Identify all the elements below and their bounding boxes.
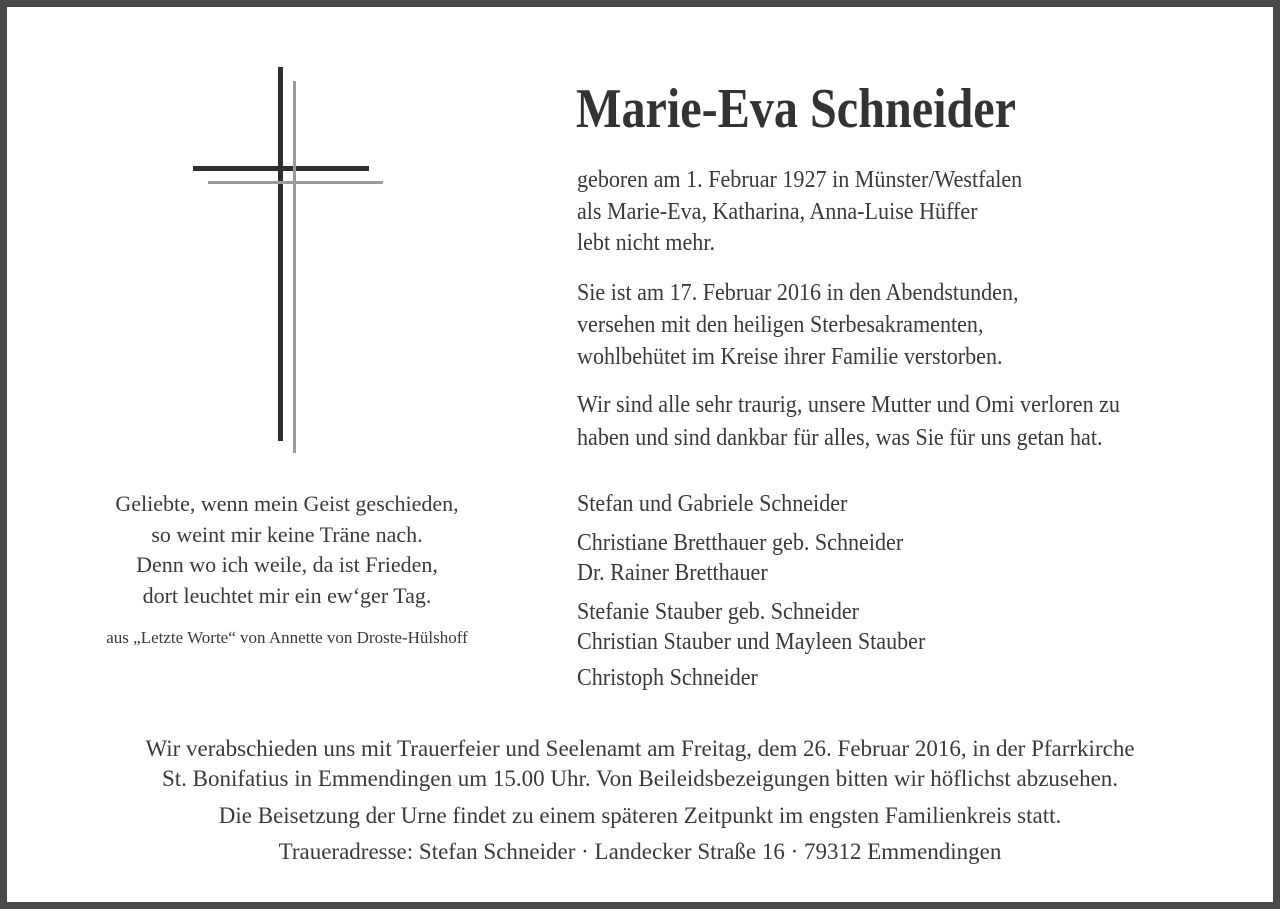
poem-attribution: aus „Letzte Worte“ von Annette von Droste-Hülshoff bbox=[106, 628, 468, 647]
poem-line: dort leuchtet mir ein ew‘ger Tag. bbox=[142, 583, 432, 608]
family-message-line: haben und sind dankbar für alles, was Sie für uns getan hat. bbox=[577, 425, 1103, 451]
cross-vertical-shadow bbox=[293, 81, 296, 453]
birth-line: geboren am 1. Februar 1927 in Münster/Westfalen bbox=[577, 167, 1023, 193]
death-line: wohlbehütet im Kreise ihrer Familie verstorben. bbox=[577, 344, 1003, 370]
mourner-line: Christiane Bretthauer geb. Schneider bbox=[577, 530, 904, 556]
mourner-line: Dr. Rainer Bretthauer bbox=[577, 560, 768, 586]
poem-line: Denn wo ich weile, da ist Frieden, bbox=[136, 552, 438, 577]
mourning-address: Traueradresse: Stefan Schneider · Landecker Straße 16 · 79312 Emmendingen bbox=[278, 839, 1002, 864]
cross-horizontal-bar bbox=[193, 166, 369, 171]
ceremony-line: Wir verabschieden uns mit Trauerfeier und Seelenamt am Freitag, dem 26. Februar 2016, in der Pfarrkirche bbox=[145, 736, 1135, 761]
birth-line: lebt nicht mehr. bbox=[577, 230, 715, 256]
cross-vertical-bar bbox=[278, 67, 283, 441]
birth-line: als Marie-Eva, Katharina, Anna-Luise Hüffer bbox=[577, 199, 978, 225]
poem-line: so weint mir keine Träne nach. bbox=[151, 522, 423, 547]
poem-line: Geliebte, wenn mein Geist geschieden, bbox=[115, 491, 459, 516]
mourner-line: Christoph Schneider bbox=[577, 665, 758, 691]
ceremony-line: St. Bonifatius in Emmendingen um 15.00 Uhr. Von Beileidsbezeigungen bitten wir höflichst abzusehen. bbox=[161, 766, 1119, 791]
cross-horizontal-shadow bbox=[208, 181, 383, 184]
mourner-line: Stefan und Gabriele Schneider bbox=[577, 491, 848, 517]
mourner-line: Christian Stauber und Mayleen Stauber bbox=[577, 629, 926, 655]
family-message-line: Wir sind alle sehr traurig, unsere Mutter und Omi verloren zu bbox=[577, 392, 1120, 418]
death-line: versehen mit den heiligen Sterbesakramenten, bbox=[577, 312, 984, 338]
death-line: Sie ist am 17. Februar 2016 in den Abendstunden, bbox=[577, 280, 1019, 306]
burial-line: Die Beisetzung der Urne findet zu einem späteren Zeitpunkt im engsten Familienkreis statt. bbox=[218, 803, 1062, 828]
deceased-name: Marie-Eva Schneider bbox=[576, 78, 1017, 140]
mourner-line: Stefanie Stauber geb. Schneider bbox=[577, 599, 860, 625]
